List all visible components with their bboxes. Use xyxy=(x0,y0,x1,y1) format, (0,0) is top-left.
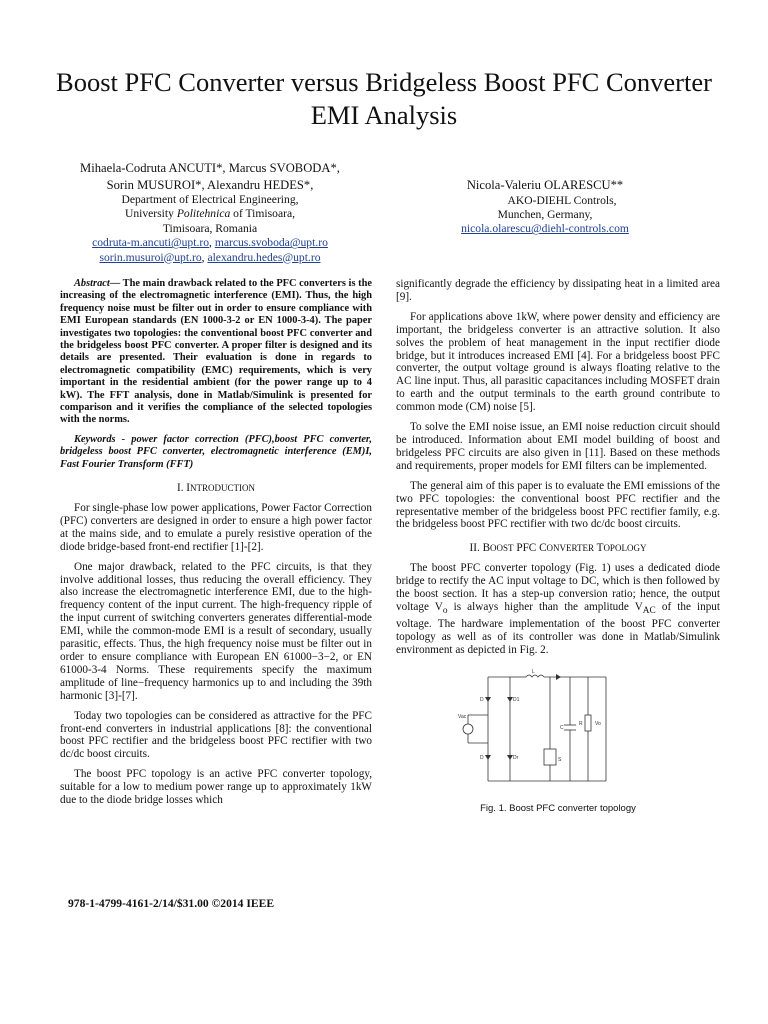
department: Department of Electrical Engineering, xyxy=(121,193,299,206)
email-link[interactable]: sorin.musuroi@upt.ro xyxy=(99,250,202,264)
section-heading-topology: II. BOOST PFC CONVERTER TOPOLOGY xyxy=(469,542,647,555)
paper-title: Boost PFC Converter versus Bridgeless Boost PFC Converter EMI Analysis xyxy=(56,67,712,130)
svg-text:C: C xyxy=(560,724,564,731)
abstract: Abstract— The main drawback related to the PFC converters is the increasing of the electromagnetic interference (EMI). Thus, the high frequency noise must be filter out in order to ensure compliance with EMI European standards (EN 1000-3-2 or EN 1000-3-4). The paper investigates two topologies: the conventional boost PFC converter and the bridgeless boost PFC converter. A proper filter is designed and its details are presented. Their evaluation is done in regards to electromagnetic compatibility (EMC) requirements, which is very important in the residential ambient (for the power range up to 4 kW). The FFT analysis, done in Matlab/Simulink is presented for comparison and it verifies the compliance of the selected topologies with the norms. xyxy=(60,278,372,426)
paragraph: For single-phase low power applications, Power Factor Correction (PFC) converters are designed in order to ensure a high power factor at the mains side, and to emulate a purely resistive operation of the diode bridge-based front-end rectifier [1]-[2]. xyxy=(60,502,372,553)
right-column xyxy=(396,278,720,816)
email-link[interactable]: alexandru.hedes@upt.ro xyxy=(207,250,321,264)
svg-text:D: D xyxy=(480,696,484,703)
inductor-symbol xyxy=(526,675,544,677)
diode-symbol xyxy=(556,674,561,680)
svg-text:L: L xyxy=(532,668,535,675)
affiliation-left xyxy=(40,160,380,265)
paragraph: significantly degrade the efficiency by dissipating heat in a limited area [9]. xyxy=(396,278,720,303)
email-link[interactable]: marcus.svoboda@upt.ro xyxy=(214,236,328,250)
keywords: Keywords - power factor correction (PFC),boost PFC converter, bridgeless boost PFC converter, electromagnetic interference (EM)I, Fast Fourier Transform (FFT) xyxy=(60,433,372,470)
affiliation-right xyxy=(420,177,670,237)
organization: AKO-DIEHL Controls, xyxy=(507,193,617,207)
svg-text:Vo: Vo xyxy=(595,720,601,727)
paragraph: The boost PFC topology is an active PFC converter topology, suitable for a low to medium power range up to approximately 1kW due to the diode bridge losses which xyxy=(60,768,372,807)
email-line-1: codruta-m.ancuti@upt.ro, marcus.svoboda@upt.ro xyxy=(92,236,328,250)
svg-text:S: S xyxy=(558,756,562,763)
left-column xyxy=(60,278,372,814)
city: Timisoara, Romania xyxy=(162,221,258,235)
svg-text:Vac: Vac xyxy=(458,713,467,720)
email-line-2: sorin.musuroi@upt.ro, alexandru.hedes@upt.ro xyxy=(99,250,321,264)
diode-symbol xyxy=(485,697,491,702)
paragraph: Today two topologies can be considered as attractive for the PFC front-end converters in industrial applications [8]: the conventional boost PFC rectifier and the bridgeless boost PFC rectifier with two dc/dc boost circuits. xyxy=(60,709,372,761)
svg-text:D1: D1 xyxy=(513,696,520,703)
paragraph: The boost PFC converter topology (Fig. 1) uses a dedicated diode bridge to rectify the AC input voltage to DC, which is then followed by the boost section. It has a step-up conversion ratio; hence, the output voltage $V_o$ is always higher than the amplitude $V_{AC}$ of the input voltage. The hardware implementation of the boost PFC converter topology as well as of its controller was done in Matlab/Simulink environment as depicted in Fig. 2. xyxy=(396,562,720,656)
figure-boost-pfc-topology xyxy=(458,669,618,789)
ac-source-symbol xyxy=(463,724,473,734)
figure-caption: Fig. 1. Boost PFC converter topology xyxy=(480,802,636,814)
paragraph: One major drawback, related to the PFC circuits, is that they involve additional losses, thus reducing the overall efficiency. They also increase the electromagnetic interference EMI, due to the high-frequency content of the input current. The high-frequency ripple of the input current of switching converters generates differential-mode EMI, while the common-mode EMI is a result of secondary, usually parasitic, effects. Thus, the high frequency noise must be filter out in order to ensure compliance with European EN 61000−3−2, or EN 61000-3-4 Norms. These requirements specify the maximum amplitude of line−frequency harmonics up to and including the 39th harmonic [3]-[7]. xyxy=(60,560,372,702)
diode-symbol xyxy=(485,755,491,760)
city-right: Munchen, Germany, xyxy=(497,207,593,221)
svg-text:Dr: Dr xyxy=(513,754,519,761)
paragraph: For applications above 1kW, where power density and efficiency are important, the bridgeless converter is an attractive solution. It also solves the problem of heat management in the input rectifier diode bridge, but it introduces increased EMI [4]. For a bridgeless boost PFC converter, the output voltage ground is always floating relative to the AC line input. Thus, all parasitic capacitances including MOSFET drain to earth and the output terminals to the earth ground contribute to common mode (CM) noise [5]. xyxy=(396,310,720,414)
svg-text:D: D xyxy=(480,754,484,761)
author-right: Nicola-Valeriu OLARESCU** xyxy=(466,178,624,192)
paragraph: To solve the EMI noise issue, an EMI noise reduction circuit should be introduced. Information about EMI model building of boost and bridgeless PFC circuits are also given in [11]. Based on these methods and requirements, proper models for EMI filters can be implemented. xyxy=(396,421,720,472)
paragraph: The general aim of this paper is to evaluate the EMI emissions of the two PFC topologies: the conventional boost PFC rectifier and the representative member of the bridgeless boost PFC rectifier family, e.g. the bridgeless boost PFC rectifier with two dc/dc boost circuits. xyxy=(396,479,720,531)
svg-text:R: R xyxy=(579,720,583,727)
copyright-footer: 978-1-4799-4161-2/14/$31.00 ©2014 IEEE xyxy=(68,897,275,910)
email-link[interactable]: nicola.olarescu@diehl-controls.com xyxy=(461,222,629,236)
authors-line-1: Mihaela-Codruta ANCUTI*, Marcus SVOBODA*, xyxy=(80,161,340,175)
section-heading-introduction: I. INTRODUCTION xyxy=(176,482,256,495)
authors-line-2: Sorin MUSUROI*, Alexandru HEDES*, xyxy=(106,177,314,192)
university: University Politehnica of Timisoara, xyxy=(124,207,296,221)
circuit-diagram xyxy=(458,669,618,789)
email-link[interactable]: codruta-m.ancuti@upt.ro xyxy=(92,236,210,250)
